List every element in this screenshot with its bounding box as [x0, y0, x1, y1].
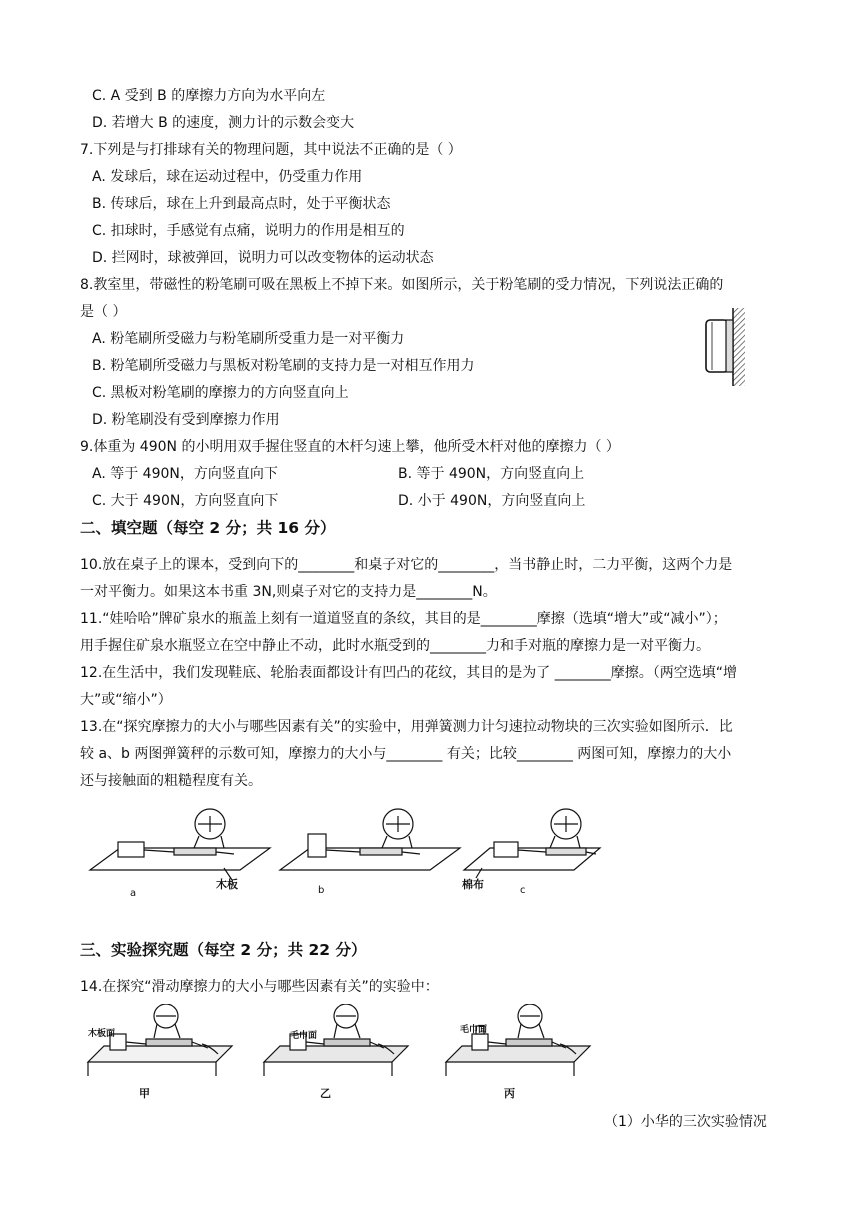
q9-option-d: D. 小于 490N，方向竖直向上 — [398, 493, 586, 509]
q6-option-c: C. A 受到 B 的摩擦力方向为水平向左 — [92, 88, 326, 104]
q10-line2: 一对平衡力。如果这本书重 3N,则桌子对它的支持力是________N。 — [80, 584, 497, 600]
q13-line2: 较 a、b 两图弹簧秤的示数可知，摩擦力的大小与________ 有关；比较________ 两图可知，摩擦力的大小 — [80, 746, 732, 762]
q7-option-b: B. 传球后，球在上升到最高点时，处于平衡状态 — [92, 196, 391, 212]
q8-option-a: A. 粉笔刷所受磁力与粉笔刷所受重力是一对平衡力 — [92, 331, 405, 347]
q8-option-c: C. 黑板对粉笔刷的摩擦力的方向竖直向上 — [92, 385, 349, 401]
q14-label-wood: 木板面 — [88, 1029, 116, 1039]
q9-stem: 9.体重为 490N 的小明用双手握住竖直的木杆匀速上攀，他所受木杆对他的摩擦力（ ） — [80, 439, 620, 455]
q13-figure-a — [90, 809, 270, 880]
q14-stem: 14.在探究“滑动摩擦力的大小与哪些因素有关”的实验中： — [80, 979, 439, 995]
q14-sub1: （1）小华的三次实验情况 — [604, 1114, 767, 1130]
q13-label-cloth: 棉布 — [462, 878, 484, 891]
q7-stem: 7.下列是与打排球有关的物理问题，其中说法不正确的是（ ） — [80, 142, 462, 158]
q13-figure — [84, 808, 604, 904]
q10-line1: 10.放在桌子上的课本，受到向下的________和桌子对它的________，当书静止时，二力平衡，这两个力是 — [80, 557, 733, 573]
q13-caption-c: c — [520, 885, 526, 896]
q13-figure-b — [280, 809, 460, 870]
q14-figure-bing — [446, 1004, 590, 1076]
q9-option-c: C. 大于 490N，方向竖直向下 — [92, 493, 279, 509]
q14-label-towel-yi: 毛巾面 — [290, 1031, 318, 1041]
q8-stem-line1: 8.教室里，带磁性的粉笔刷可吸在黑板上不掉下来。如图所示，关于粉笔刷的受力情况，下列说法正确的 — [80, 277, 724, 293]
q13-line3: 还与接触面的粗糙程度有关。 — [80, 773, 262, 789]
q11-line2: 用手握住矿泉水瓶竖立在空中静止不动，此时水瓶受到的________力和手对瓶的摩擦力是一对平衡力。 — [80, 638, 710, 654]
q14-caption-jia: 甲 — [139, 1087, 150, 1100]
q7-option-d: D. 拦网时，球被弹回，说明力可以改变物体的运动状态 — [92, 250, 434, 266]
q6-option-d: D. 若增大 B 的速度，测力计的示数会变大 — [92, 115, 355, 131]
q12-line1: 12.在生活中，我们发现鞋底、轮胎表面都设计有凹凸的花纹，其目的是为了 ________摩擦。（两空选填“增 — [80, 665, 737, 681]
q9-option-b: B. 等于 490N，方向竖直向上 — [398, 466, 585, 482]
q14-caption-bing: 丙 — [504, 1087, 515, 1100]
q12-line2: 大”或“缩小”） — [80, 692, 172, 708]
q13-label-board: 木板 — [216, 878, 238, 891]
q7-option-c: C. 扣球时，手感觉有点痛，说明力的作用是相互的 — [92, 223, 405, 239]
q13-caption-b: b — [318, 885, 325, 896]
q8-stem-line2: 是（ ） — [80, 304, 127, 320]
q11-line1: 11.“娃哈哈”牌矿泉水的瓶盖上刻有一道道竖直的条纹，其目的是________摩擦（选填“增大”或“减小”）； — [80, 611, 727, 627]
section-3-title: 三、实验探究题（每空 2 分；共 22 分） — [80, 941, 367, 959]
q8-option-d: D. 粉笔刷没有受到摩擦力作用 — [92, 412, 280, 428]
q7-option-a: A. 发球后，球在运动过程中，仍受重力作用 — [92, 169, 363, 185]
q14-figure-yi — [264, 1004, 408, 1076]
section-2-title: 二、填空题（每空 2 分；共 16 分） — [80, 519, 336, 537]
q9-option-a: A. 等于 490N，方向竖直向下 — [92, 466, 278, 482]
q13-caption-a: a — [130, 888, 137, 899]
q13-figure-c — [464, 809, 600, 878]
q13-line1: 13.在“探究摩擦力的大小与哪些因素有关”的实验中，用弹簧测力计匀速拉动物块的三次实验如图所示．比 — [80, 719, 733, 735]
q14-figure-jia — [88, 1004, 232, 1076]
q8-figure-chalk-brush — [700, 306, 750, 388]
q14-figure — [84, 1004, 594, 1096]
q14-caption-yi: 乙 — [320, 1087, 331, 1100]
q8-option-b: B. 粉笔刷所受磁力与黑板对粉笔刷的支持力是一对相互作用力 — [92, 358, 475, 374]
q14-label-towel-bing: 毛巾面 — [460, 1025, 488, 1035]
